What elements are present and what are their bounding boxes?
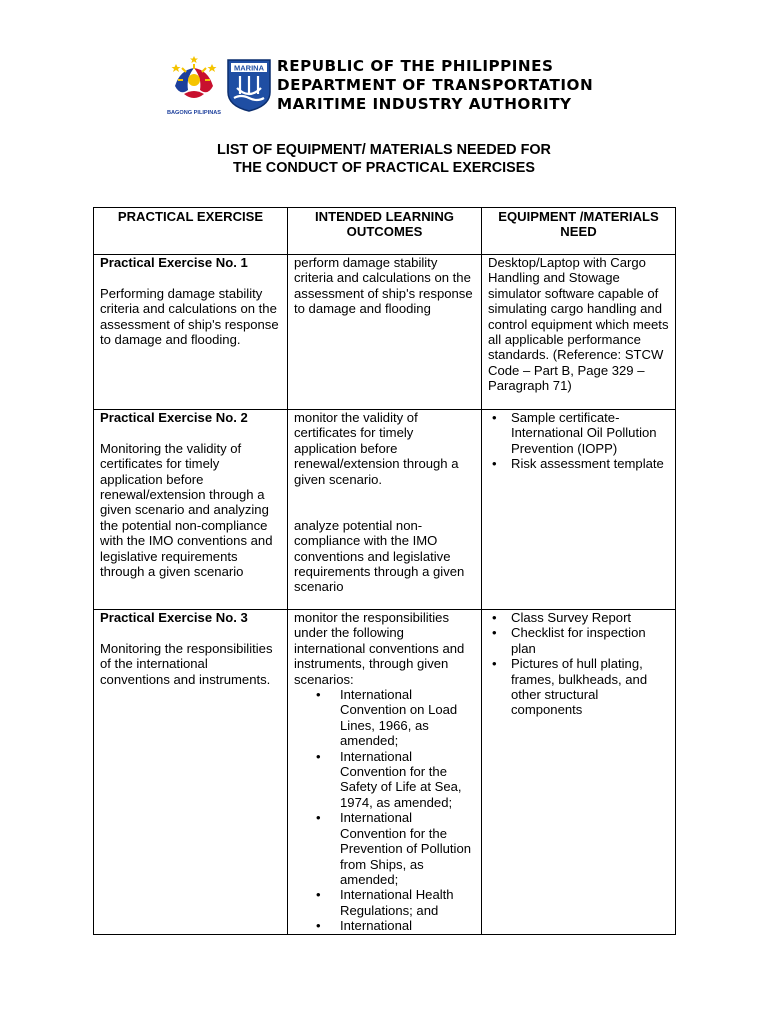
table-row [94, 410, 676, 610]
equipment-cell [482, 610, 676, 935]
exercise-description: Monitoring the validity of certificates for timely application before renewal/extension through a given scenario and analyzing the potential non-compliance with the IMO conventions and legislative requirements through a given scenario [100, 440, 273, 580]
convention-item: • International Health Regulations; and [294, 887, 475, 918]
outcome-cell [288, 255, 482, 410]
convention-item: • International [294, 918, 475, 933]
header-republic: REPUBLIC OF THE PHILIPPINES [277, 57, 554, 75]
bagong-pilipinas-text: BAGONG PILIPINAS [166, 110, 222, 116]
convention-list [294, 687, 475, 934]
header-authority: MARITIME INDUSTRY AUTHORITY [277, 95, 572, 113]
equipment-cell [482, 255, 676, 410]
marina-text: MARINA [234, 63, 264, 73]
equipment-list [488, 610, 669, 718]
convention-item: • International Convention for the Prevention of Pollution from Ships, as amended; [294, 810, 475, 887]
exercise-title: Practical Exercise No. 2 [100, 410, 248, 425]
bagong-pilipinas-logo [166, 56, 222, 118]
table-row [94, 255, 676, 410]
outcome-text: analyze potential non-compliance with the IMO conventions and legislative requirements through a given scenario [294, 517, 465, 595]
equipment-item: • Sample certificate- International Oil Pollution Prevention (IOPP) [488, 410, 669, 456]
equipment-cell [482, 410, 676, 610]
equipment-text: Desktop/Laptop with Cargo Handling and Stowage simulator software capable of simulating cargo handling and control equipment which meets all applicable performance standards. (Reference: STCW Code – Part B, Page 329 – Paragraph 71) [488, 255, 669, 394]
header-learning-outcomes: INTENDED LEARNING OUTCOMES [288, 208, 482, 255]
outcome-text: monitor the responsibilities under the following international conventions and instruments, through given scenarios: [294, 610, 465, 687]
table-row [94, 610, 676, 935]
exercise-title: Practical Exercise No. 3 [100, 610, 248, 625]
convention-item: • International Convention on Load Lines, 1966, as amended; [294, 687, 475, 749]
marina-logo [226, 58, 272, 112]
equipment-item: • Checklist for inspection plan [488, 625, 669, 656]
letterhead [166, 56, 646, 118]
document-title [0, 141, 768, 177]
exercise-description: Monitoring the responsibilities of the international conventions and instruments. [100, 640, 273, 687]
header-practical-exercise: PRACTICAL EXERCISE [94, 208, 288, 255]
outcome-text: monitor the validity of certificates for timely application before renewal/extension through a given scenario. [294, 410, 459, 487]
equipment-item: • Pictures of hull plating, frames, bulkheads, and other structural components [488, 656, 669, 718]
outcome-cell [288, 410, 482, 610]
table-header-row [94, 208, 676, 255]
header-equipment: EQUIPMENT /MATERIALS NEED [482, 208, 676, 255]
equipment-table [93, 207, 676, 935]
exercise-title: Practical Exercise No. 1 [100, 255, 248, 270]
outcome-cell [288, 610, 482, 935]
exercise-cell [94, 610, 288, 935]
outcome-text: perform damage stability criteria and calculations on the assessment of ship's response to damage and flooding [294, 255, 473, 317]
exercise-description: Performing damage stability criteria and calculations on the assessment of ship's response to damage and flooding. [100, 285, 279, 348]
exercise-cell [94, 410, 288, 610]
equipment-item: • Risk assessment template [488, 456, 669, 471]
document-title-line1: LIST OF EQUIPMENT/ MATERIALS NEEDED FOR [217, 142, 551, 158]
exercise-cell [94, 255, 288, 410]
header-department: DEPARTMENT OF TRANSPORTATION [277, 76, 594, 94]
convention-item: • International Convention for the Safety of Life at Sea, 1974, as amended; [294, 749, 475, 811]
equipment-item: • Class Survey Report [488, 610, 669, 625]
document-title-line2: THE CONDUCT OF PRACTICAL EXERCISES [233, 160, 535, 176]
equipment-list [488, 410, 669, 472]
